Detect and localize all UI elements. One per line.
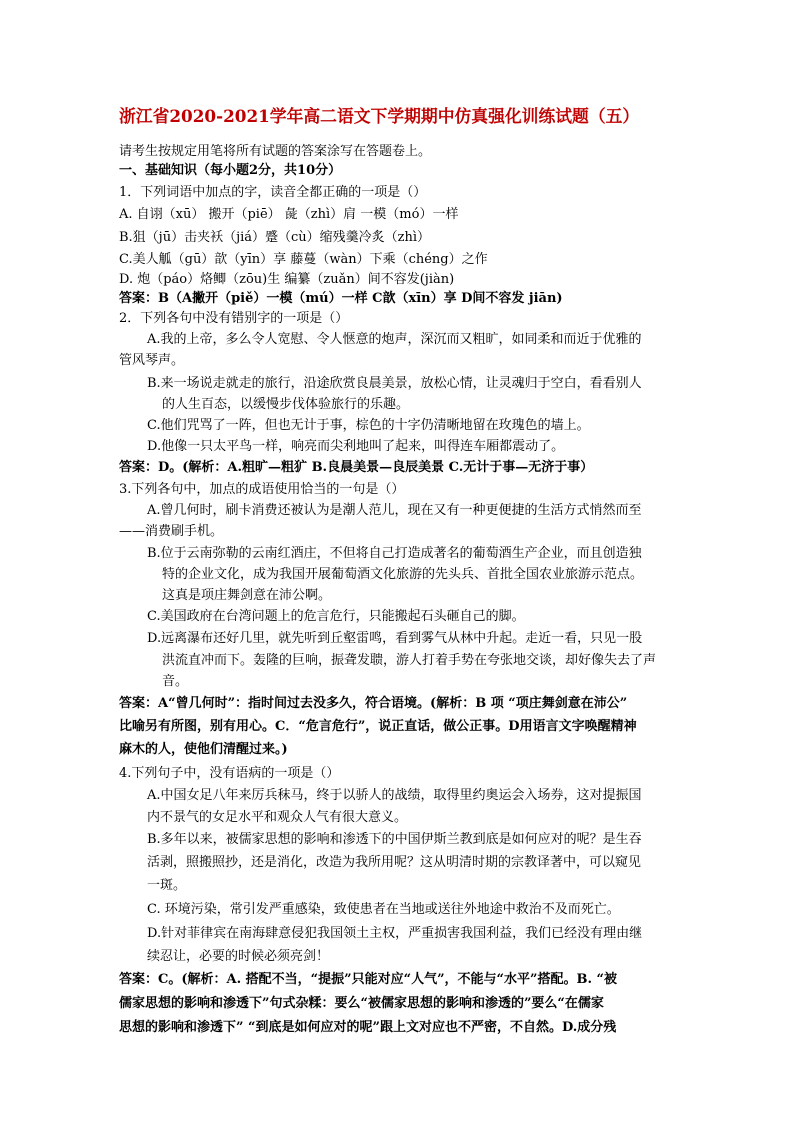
question-4-option-d: D.针对菲律宾在南海肆意侵犯我国领土主权，严重损害我国利益，我们已经没有理由继 bbox=[147, 926, 643, 941]
question-4-option-b: B.多年以来，被儒家思想的影响和渗透下的中国伊斯兰教到底是如何应对的呢？是生吞 bbox=[147, 832, 642, 847]
question-3-option-c: C.美国政府在台湾问题上的危言危行，只能搬起石头砸自己的脚。 bbox=[147, 609, 525, 624]
question-1-option-a: A. 自诩（xū） 搬开（piē） 彘（zhì）肩 一模（mó）一样 bbox=[119, 207, 459, 222]
question-3-option-d-cont2: 音。 bbox=[162, 674, 189, 689]
question-3-option-b-cont2: 这真是项庄舞剑意在沛公啊。 bbox=[162, 588, 332, 603]
question-2-option-b-cont: 的人生百态，以缓慢步伐体验旅行的乐趣。 bbox=[162, 397, 410, 412]
question-4-option-c: C. 环境污染，常引发严重感染，致使患者在当地或送往外地途中救治不及而死亡。 bbox=[147, 902, 620, 917]
question-2-option-d: D.他像一只太平鸟一样，响亮而尖利地叫了起来，叫得连车厢都震动了。 bbox=[147, 439, 565, 454]
question-3-option-a-cont: ——消费刷手机。 bbox=[119, 524, 224, 539]
question-3-stem: 3.下列各句中，加点的成语使用恰当的一句是（） bbox=[119, 482, 405, 497]
question-4-option-a-cont: 内不景气的女足水平和观众人气有很大意义。 bbox=[147, 810, 408, 825]
question-2-option-c: C.他们咒骂了一阵，但也无计于事，棕色的十字仍清晰地留在玫瑰色的墙上。 bbox=[147, 418, 590, 433]
question-3-option-a: A.曾几何时，刷卡消费还被认为是潮人范儿，现在又有一种更便捷的生活方式悄然而至 bbox=[147, 503, 642, 518]
question-1-option-b: B.狙（jū）击夹袄（jiá）蹙（cù）缩残羹冷炙（zhì） bbox=[119, 230, 431, 245]
question-3-option-d-cont: 洪流直冲而下。轰隆的巨响，振聋发聩，游人打着手势在夸张地交谈，却好像失去了声 bbox=[162, 653, 657, 668]
question-3-answer-cont: 比喻另有所图，别有用心。C．“危言危行”，说正直话，做公正事。D用语言文字唤醒精神 bbox=[119, 719, 637, 734]
question-4-option-b-cont2: 一斑。 bbox=[147, 878, 187, 893]
question-2-stem: 2．下列各句中没有错别字的一项是（） bbox=[119, 311, 349, 326]
question-4-answer-cont2: 思想的影响和渗透下” “到底是如何应对的呢”跟上文对应也不严密，不自然。D.成分残 bbox=[119, 1020, 617, 1035]
question-4-option-d-cont: 续忍让，必要的时候必须亮剑！ bbox=[147, 949, 330, 964]
question-1-stem: 1．下列词语中加点的字，读音全都正确的一项是（） bbox=[119, 185, 427, 200]
question-3-option-d: D.远离瀑布还好几里，就先听到丘壑雷鸣，看到雾气从林中升起。走近一看，只见一股 bbox=[147, 631, 643, 646]
question-3-answer-cont2: 麻木的人，使他们清醒过来。) bbox=[119, 742, 288, 757]
question-3-answer: 答案：A“曾几何时”：指时间过去没多久，符合语境。(解析：B 项 “项庄舞剑意在沛公” bbox=[119, 696, 628, 711]
section-heading: 一、基础知识（每小题2分，共10分） bbox=[119, 163, 342, 178]
question-2-option-a-cont: 管风琴声。 bbox=[119, 353, 185, 368]
exam-instruction: 请考生按规定用笔将所有试题的答案涂写在答题卷上。 bbox=[119, 144, 432, 159]
question-4-stem: 4.下列句子中，没有语病的一项是（） bbox=[119, 766, 340, 781]
question-4-answer-cont: 儒家思想的影响和渗透下”句式杂糅：要么“被儒家思想的影响和渗透的”要么“在儒家 bbox=[119, 996, 604, 1011]
question-1-answer: 答案：B（A撇开（piě）一模（mú）一样 C歆（xīn）享 D间不容发 jiān) bbox=[119, 291, 563, 306]
question-4-answer: 答案：C。(解析：A. 搭配不当，“提振”只能对应“人气”，不能与“水平”搭配。B. “被 bbox=[119, 972, 618, 987]
question-2-option-a: A.我的上帝，多么令人宽慰、令人惬意的炮声，深沉而又粗旷，如同柔和而近于优雅的 bbox=[147, 332, 642, 347]
question-3-option-b: B.位于云南弥勒的云南红酒庄，不但将自己打造成著名的葡萄酒生产企业，而且创造独 bbox=[147, 546, 642, 561]
question-1-option-d: D. 炮（páo）烙鲫（zōu)生 编纂（zuǎn）间不容发(jiàn) bbox=[119, 272, 455, 287]
question-1-option-c: C.美人觚（gū）歆（yīn）享 藤蔓（wàn）下乘（chéng）之作 bbox=[119, 252, 488, 267]
question-4-option-b-cont: 活剥，照搬照抄，还是消化，改造为我所用呢？这从明清时期的宗教译著中，可以窥见 bbox=[147, 855, 642, 870]
question-4-option-a: A.中国女足八年来厉兵秣马，终于以骄人的战绩，取得里约奥运会入场券，这对提振国 bbox=[147, 788, 642, 803]
question-3-option-b-cont: 特的企业文化，成为我国开展葡萄酒文化旅游的先头兵、首批全国农业旅游示范点。 bbox=[162, 567, 644, 582]
question-2-answer: 答案：D。(解析：A.粗旷—粗犷 B.良晨美景—良辰美景 C.无计于事—无济于事） bbox=[119, 460, 594, 475]
document-title: 浙江省2020-2021学年高二语文下学期期中仿真强化训练试题（五） bbox=[119, 107, 640, 127]
question-2-option-b: B.来一场说走就走的旅行，沿途欣赏良晨美景，放松心情，让灵魂归于空白，看看别人 bbox=[147, 376, 642, 391]
